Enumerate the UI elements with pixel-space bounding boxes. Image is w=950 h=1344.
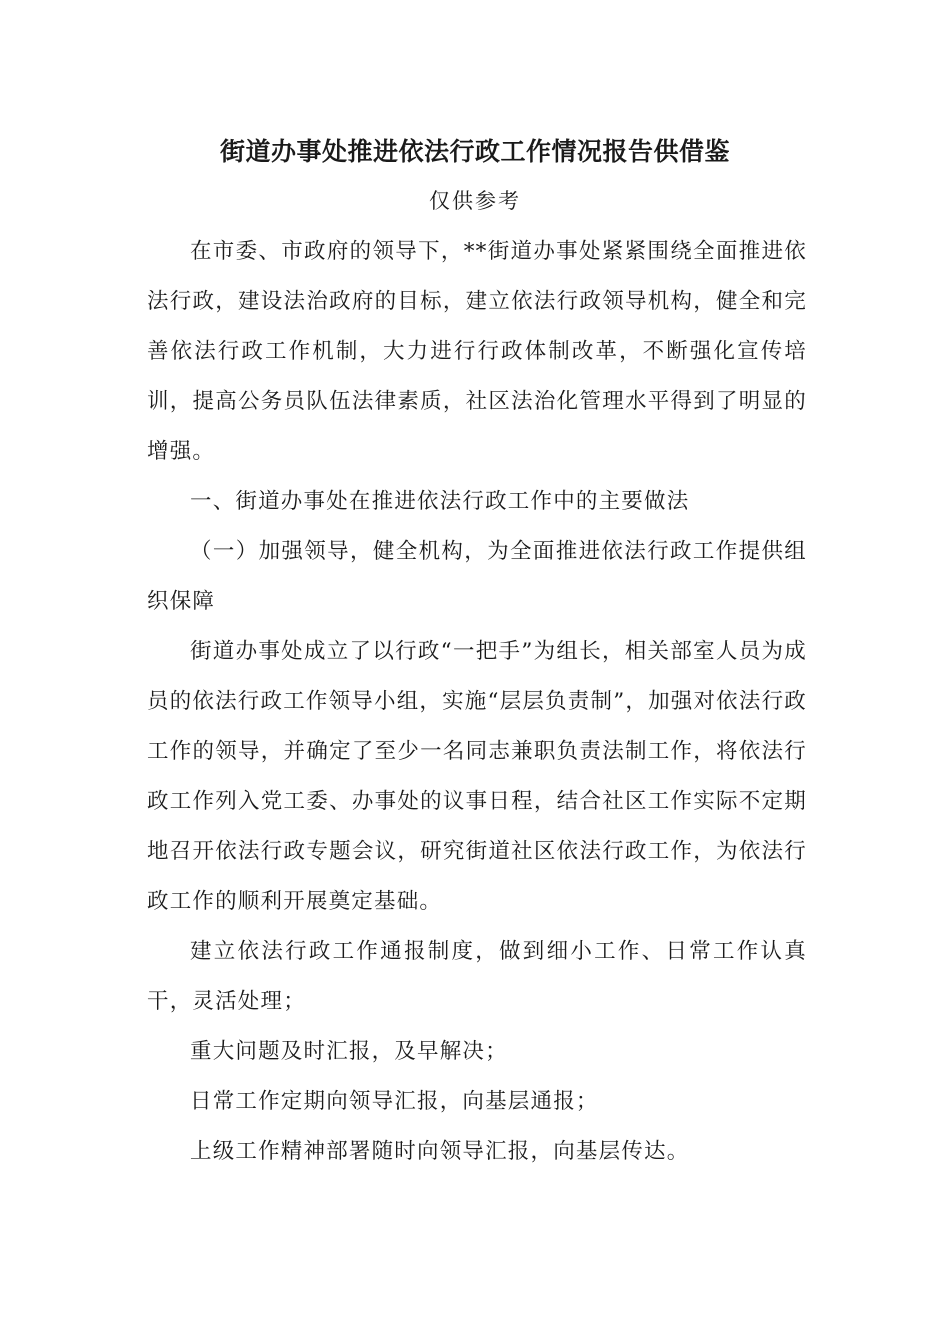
section-heading-1: 一、街道办事处在推进依法行政工作中的主要做法 (190, 489, 690, 514)
paragraph-reporting-system: 建立依法行政工作通报制度，做到细小工作、日常工作认真干，灵活处理； (147, 939, 807, 1014)
document-subtitle: 仅供参考 (429, 189, 521, 213)
document-body (147, 227, 807, 1177)
paragraph-intro: 在市委、市政府的领导下，**街道办事处紧紧围绕全面推进依法行政，建设法治政府的目标，建立依法行政领导机构，健全和完善依法行政工作机制，大力进行行政体制改革，不断强化宣传培训，提高公务员队伍法律素质，社区法治化管理水平得到了明显的增强。 (147, 239, 807, 464)
subsection-heading-1: （一）加强领导，健全机构，为全面推进依法行政工作提供组织保障 (147, 539, 807, 614)
document-title: 街道办事处推进依法行政工作情况报告供借鉴 (219, 137, 730, 166)
paragraph-daily-work: 日常工作定期向领导汇报，向基层通报； (190, 1089, 599, 1114)
paragraph-superior-deployment: 上级工作精神部署随时向领导汇报，向基层传达。 (190, 1139, 690, 1164)
paragraph-major-issues: 重大问题及时汇报，及早解决； (190, 1039, 508, 1064)
paragraph-leadership-group: 街道办事处成立了以行政“一把手”为组长，相关部室人员为成员的依法行政工作领导小组，实施“层层负责制”，加强对依法行政工作的领导，并确定了至少一名同志兼职负责法制工作，将依法行政工作列入党工委、办事处的议事日程，结合社区工作实际不定期地召开依法行政专题会议，研究街道社区依法行政工作，为依法行政工作的顺利开展奠定基础。 (147, 639, 807, 914)
